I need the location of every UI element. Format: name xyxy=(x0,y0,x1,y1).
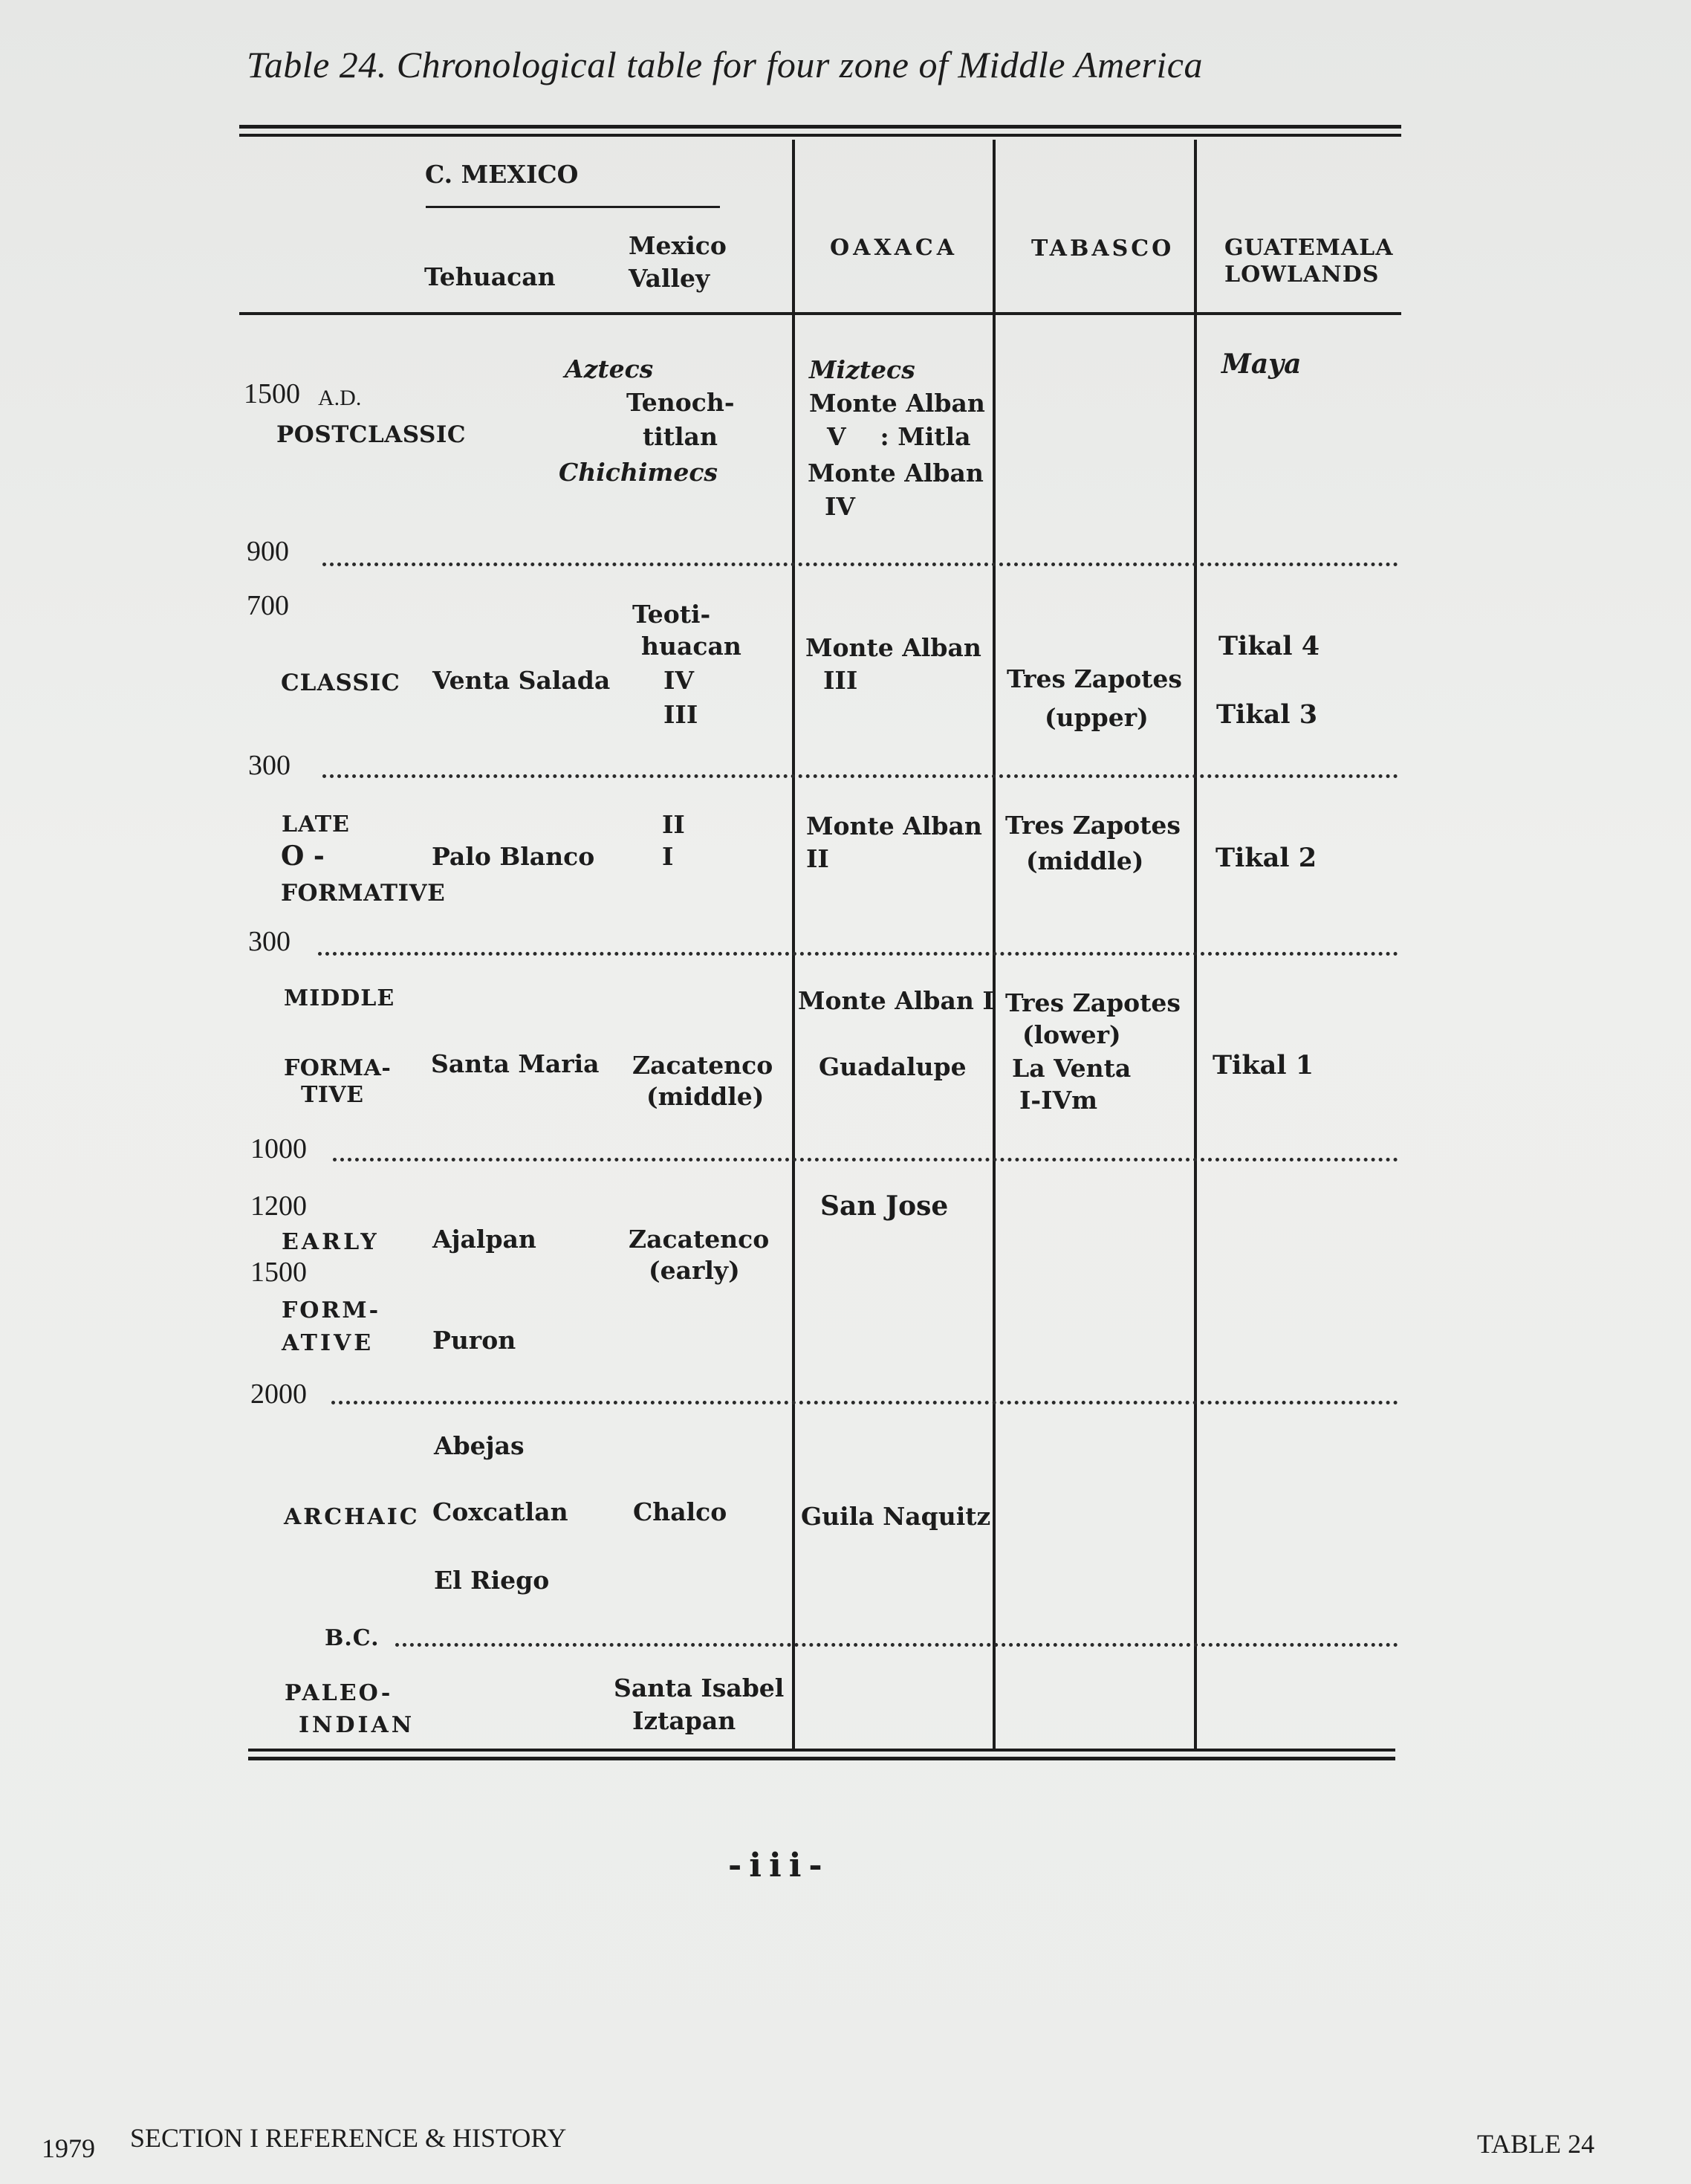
cm-teotihuacan-2: huacan xyxy=(641,632,741,661)
period-middle-1: MIDDLE xyxy=(284,985,395,1011)
cm-santa-isabel-2: Iztapan xyxy=(632,1706,736,1735)
period-paleo-1: PALEO- xyxy=(285,1680,393,1706)
guatemala-tikal-2: Tikal 2 xyxy=(1215,843,1317,873)
year-2000: 2000 xyxy=(250,1378,307,1410)
cm-zacatenco-early-1: Zacatenco xyxy=(629,1225,770,1254)
column-divider-oaxaca xyxy=(792,140,795,1749)
column-divider-tabasco xyxy=(993,140,996,1749)
header-bottom-rule xyxy=(239,312,1401,315)
cm-zacatenco-middle-1: Zacatenco xyxy=(632,1051,773,1080)
tabasco-tres-zapotes-upper-2: (upper) xyxy=(1045,703,1149,732)
period-late-2: O - xyxy=(281,840,325,872)
tabasco-tres-zapotes-lower-1: Tres Zapotes xyxy=(1005,988,1181,1017)
separator-300-late xyxy=(318,952,1398,956)
tabasco-la-venta-2: I-IVm xyxy=(1019,1086,1098,1115)
footer-table: TABLE 24 xyxy=(1477,2129,1595,2159)
tehuacan-palo-blanco: Palo Blanco xyxy=(432,842,595,871)
tehuacan-puron: Puron xyxy=(432,1326,516,1355)
period-late-3: FORMATIVE xyxy=(281,880,446,907)
cmexico-underline xyxy=(426,206,720,208)
year-900: 900 xyxy=(247,536,289,567)
oaxaca-san-jose: San Jose xyxy=(820,1190,949,1222)
oaxaca-monte-alban-iii-2: III xyxy=(823,666,858,695)
header-oaxaca: OAXACA xyxy=(830,235,958,261)
oaxaca-guila-naquitz: Guila Naquitz xyxy=(801,1502,991,1531)
separator-bc xyxy=(395,1643,1398,1647)
period-paleo-2: INDIAN xyxy=(299,1712,415,1738)
tabasco-tres-zapotes-middle-1: Tres Zapotes xyxy=(1005,811,1181,840)
guatemala-maya: Maya xyxy=(1221,349,1302,380)
cm-ii: II xyxy=(662,810,685,839)
oaxaca-monte-alban-iii-1: Monte Alban xyxy=(805,633,981,662)
top-double-rule-1 xyxy=(239,125,1401,129)
cm-tenochtitlan-1: Tenoch- xyxy=(626,388,735,417)
separator-1000 xyxy=(333,1158,1398,1161)
cm-teotihuacan-1: Teoti- xyxy=(632,600,711,629)
tehuacan-santa-maria: Santa Maria xyxy=(431,1049,600,1078)
year-300-classic-end: 300 xyxy=(248,750,291,781)
tabasco-tres-zapotes-middle-2: (middle) xyxy=(1026,846,1144,875)
cm-aztecs: Aztecs xyxy=(565,354,654,383)
header-guatemala-2: LOWLANDS xyxy=(1224,262,1380,288)
separator-300-classic xyxy=(322,774,1398,778)
tehuacan-coxcatlan: Coxcatlan xyxy=(432,1497,568,1526)
year-1500-ad: 1500 xyxy=(244,378,300,409)
period-early-3: ATIVE xyxy=(282,1330,374,1356)
oaxaca-monte-alban-iv-2: IV xyxy=(825,492,856,521)
bottom-double-rule-1 xyxy=(248,1749,1395,1752)
year-300-late-end: 300 xyxy=(248,926,291,957)
footer-year: 1979 xyxy=(42,2133,95,2163)
tehuacan-el-riego: El Riego xyxy=(434,1566,550,1595)
cm-chichimecs: Chichimecs xyxy=(559,458,718,487)
period-early-2: FORM- xyxy=(282,1297,381,1323)
header-guatemala-1: GUATEMALA xyxy=(1224,235,1394,261)
oaxaca-monte-alban-ii-2: II xyxy=(806,844,829,873)
column-divider-guatemala xyxy=(1194,140,1197,1749)
oaxaca-monte-alban-i: Monte Alban I xyxy=(798,986,994,1015)
separator-2000 xyxy=(331,1401,1398,1404)
separator-900 xyxy=(322,563,1398,566)
period-middle-3: TIVE xyxy=(301,1082,364,1108)
period-early-1: EARLY xyxy=(282,1229,380,1255)
period-middle-2: FORMA- xyxy=(284,1055,392,1081)
page-number: -iii- xyxy=(728,1847,830,1885)
year-1000: 1000 xyxy=(250,1133,307,1164)
guatemala-tikal-1: Tikal 1 xyxy=(1213,1050,1314,1080)
label-bc: B.C. xyxy=(325,1625,380,1651)
cm-teotihuacan-4: III xyxy=(663,700,698,729)
period-postclassic: POSTCLASSIC xyxy=(276,421,467,448)
cm-i: I xyxy=(662,842,674,871)
tabasco-la-venta-1: La Venta xyxy=(1012,1054,1132,1083)
table-title: Table 24. Chronological table for four zone of Middle America xyxy=(247,44,1203,85)
cm-zacatenco-middle-2: (middle) xyxy=(646,1082,765,1111)
header-mexico-valley-1: Mexico xyxy=(629,231,727,260)
tehuacan-ajalpan: Ajalpan xyxy=(432,1225,536,1254)
oaxaca-monte-alban-v-1: Monte Alban xyxy=(809,389,985,418)
year-1200: 1200 xyxy=(250,1190,307,1222)
label-ad: A.D. xyxy=(318,386,362,410)
bottom-double-rule-2 xyxy=(248,1757,1395,1760)
tabasco-tres-zapotes-upper-1: Tres Zapotes xyxy=(1007,664,1182,693)
tabasco-tres-zapotes-lower-2: (lower) xyxy=(1022,1020,1121,1049)
period-late-1: LATE xyxy=(282,811,350,837)
cm-santa-isabel-1: Santa Isabel xyxy=(614,1673,785,1702)
cm-chalco: Chalco xyxy=(633,1497,727,1526)
oaxaca-monte-alban-iv-1: Monte Alban xyxy=(808,458,984,487)
header-tabasco: TABASCO xyxy=(1031,236,1175,262)
cm-tenochtitlan-2: titlan xyxy=(643,422,718,451)
oaxaca-monte-alban-v-2: V : Mitla xyxy=(827,422,971,451)
guatemala-tikal-3: Tikal 3 xyxy=(1216,699,1318,730)
header-tehuacan: Tehuacan xyxy=(424,262,556,291)
header-mexico-valley-2: Valley xyxy=(629,264,710,293)
oaxaca-miztecs: Miztecs xyxy=(809,355,915,384)
cm-zacatenco-early-2: (early) xyxy=(649,1256,740,1285)
year-700: 700 xyxy=(247,590,289,621)
cm-teotihuacan-3: IV xyxy=(663,666,695,695)
header-c-mexico: C. MEXICO xyxy=(425,160,579,189)
oaxaca-guadalupe: Guadalupe xyxy=(819,1052,967,1081)
footer-section: SECTION I REFERENCE & HISTORY xyxy=(130,2123,567,2153)
top-double-rule-2 xyxy=(239,134,1401,137)
oaxaca-monte-alban-ii-1: Monte Alban xyxy=(806,811,982,840)
guatemala-tikal-4: Tikal 4 xyxy=(1218,631,1320,661)
tehuacan-venta-salada: Venta Salada xyxy=(432,666,611,695)
period-classic: CLASSIC xyxy=(281,670,400,696)
year-1500-bc: 1500 xyxy=(250,1257,307,1288)
period-archaic: ARCHAIC xyxy=(284,1504,420,1530)
tehuacan-abejas: Abejas xyxy=(434,1431,525,1460)
